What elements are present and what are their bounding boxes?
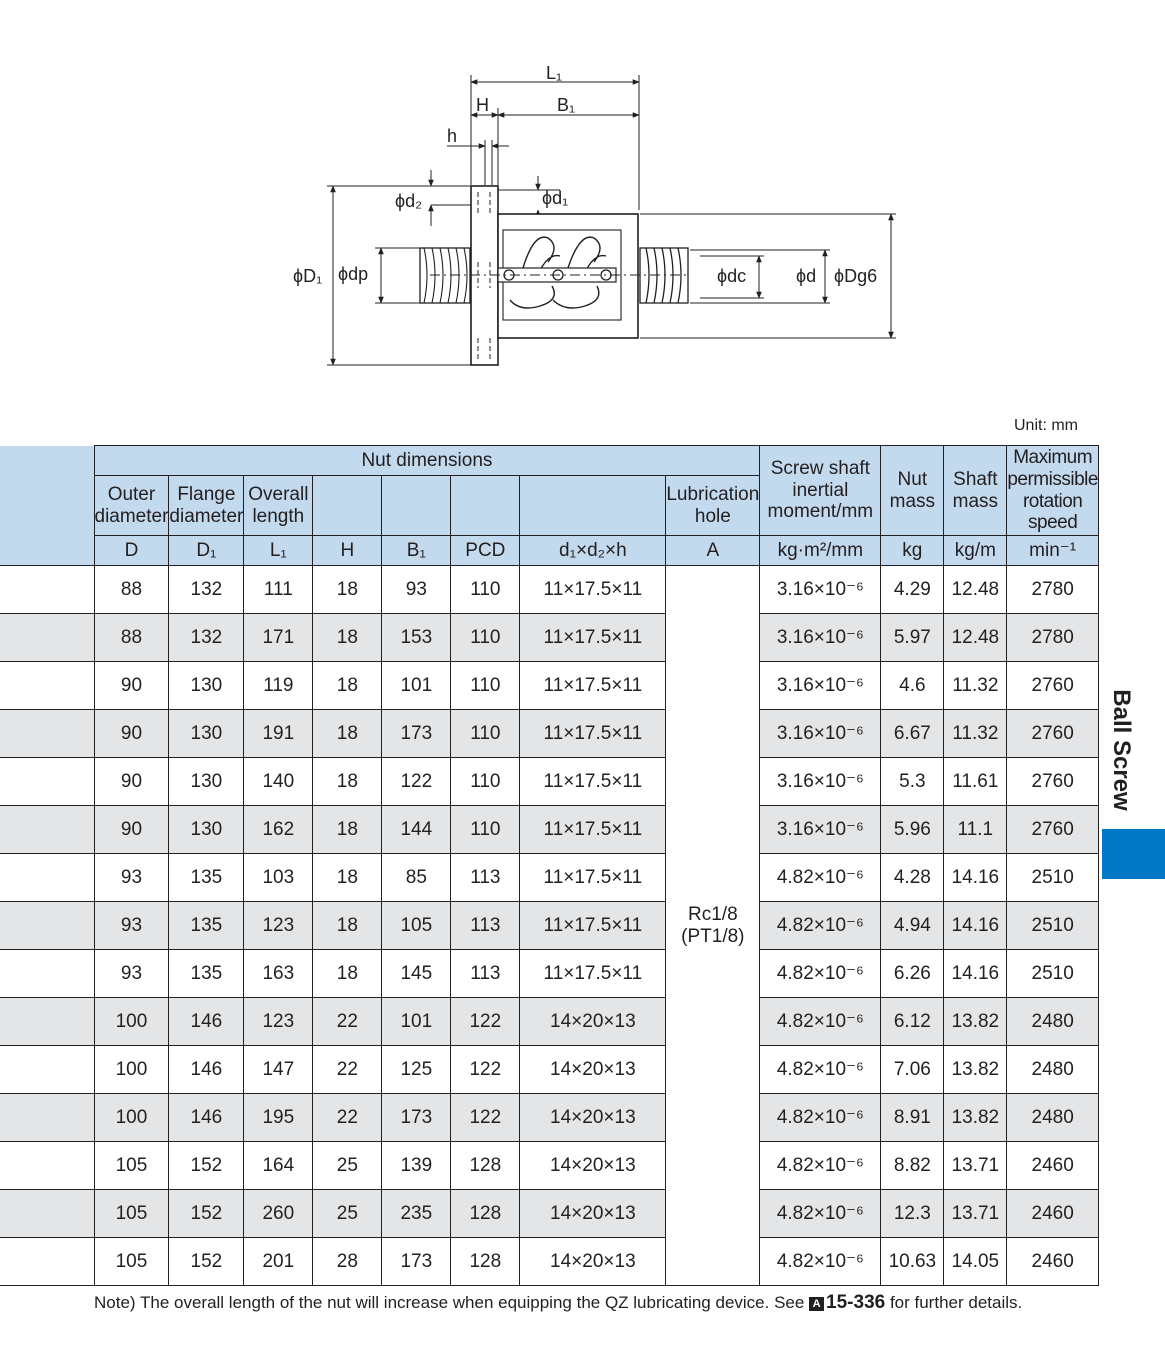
table-row — [0, 806, 1098, 854]
cell-hole-dims: 14×20×13 — [520, 998, 666, 1046]
cell-hole-dims: 14×20×13 — [520, 1190, 666, 1238]
row-blank-cell — [0, 998, 94, 1046]
cell-hole-dims: 14×20×13 — [520, 1046, 666, 1094]
cell-overall-length: 147 — [244, 1046, 313, 1094]
cell-pcd: 122 — [451, 1094, 520, 1142]
cell-max-speed: 2480 — [1007, 1094, 1099, 1142]
cell-overall-length: 171 — [244, 614, 313, 662]
cell-inertia: 4.82×10⁻⁶ — [760, 1238, 881, 1286]
cell-outer-diameter: 93 — [94, 902, 169, 950]
symbol-H: H — [313, 536, 382, 566]
cell-inertia: 4.82×10⁻⁶ — [760, 950, 881, 998]
table-row — [0, 758, 1098, 806]
cell-lubrication-hole: Rc1/8 (PT1/8) — [666, 566, 760, 1286]
label-d: ϕd — [796, 266, 817, 286]
cell-flange-diameter: 152 — [169, 1190, 244, 1238]
cell-nut-mass: 7.06 — [881, 1046, 944, 1094]
row-blank-cell — [0, 1190, 94, 1238]
cell-hole-dims: 11×17.5×11 — [520, 758, 666, 806]
cell-flange-diameter: 152 — [169, 1142, 244, 1190]
row-blank-cell — [0, 1094, 94, 1142]
cell-shaft-mass: 14.16 — [944, 950, 1007, 998]
table-row — [0, 950, 1098, 998]
cell-overall-length: 201 — [244, 1238, 313, 1286]
cell-h: 18 — [313, 950, 382, 998]
cell-flange-diameter: 132 — [169, 566, 244, 614]
symbol-kg-per-m: kg/m — [944, 536, 1007, 566]
cell-max-speed: 2460 — [1007, 1238, 1099, 1286]
table-row — [0, 1046, 1098, 1094]
table-row — [0, 1190, 1098, 1238]
cell-overall-length: 195 — [244, 1094, 313, 1142]
footnote — [94, 1292, 1022, 1314]
cell-b1: 145 — [382, 950, 451, 998]
cell-inertia: 4.82×10⁻⁶ — [760, 1190, 881, 1238]
cell-b1: 101 — [382, 662, 451, 710]
cell-pcd: 110 — [451, 662, 520, 710]
row-blank-cell — [0, 566, 94, 614]
cell-nut-mass: 5.96 — [881, 806, 944, 854]
symbol-L1: L₁ — [244, 536, 313, 566]
header-pcd-empty — [451, 476, 520, 536]
cell-pcd: 113 — [451, 902, 520, 950]
cell-outer-diameter: 90 — [94, 806, 169, 854]
header-inertia: Screw shaft inertial moment/mm — [760, 446, 881, 536]
header-shaft-mass: Shaft mass — [944, 446, 1007, 536]
cell-inertia: 3.16×10⁻⁶ — [760, 806, 881, 854]
label-dp: ϕdp — [338, 264, 369, 284]
cell-flange-diameter: 146 — [169, 1094, 244, 1142]
cell-b1: 144 — [382, 806, 451, 854]
cell-hole-dims: 14×20×13 — [520, 1238, 666, 1286]
cell-outer-diameter: 88 — [94, 614, 169, 662]
symbol-D: D — [94, 536, 169, 566]
label-dc: ϕdc — [717, 266, 747, 286]
cell-flange-diameter: 130 — [169, 758, 244, 806]
cell-pcd: 122 — [451, 1046, 520, 1094]
row-blank-cell — [0, 806, 94, 854]
cell-hole-dims: 11×17.5×11 — [520, 854, 666, 902]
header-max-speed: Maximum permissible rotation speed — [1007, 446, 1099, 536]
cell-outer-diameter: 105 — [94, 1142, 169, 1190]
cell-shaft-mass: 13.82 — [944, 1046, 1007, 1094]
cell-max-speed: 2460 — [1007, 1142, 1099, 1190]
cell-shaft-mass: 13.71 — [944, 1190, 1007, 1238]
cell-shaft-mass: 14.05 — [944, 1238, 1007, 1286]
cell-nut-mass: 4.94 — [881, 902, 944, 950]
cell-hole-dims: 11×17.5×11 — [520, 566, 666, 614]
cell-pcd: 113 — [451, 950, 520, 998]
cell-b1: 235 — [382, 1190, 451, 1238]
cell-max-speed: 2760 — [1007, 806, 1099, 854]
label-d1: ϕd₁ — [542, 188, 569, 208]
cell-overall-length: 123 — [244, 998, 313, 1046]
cell-h: 22 — [313, 1046, 382, 1094]
ball-screw-nut-drawing — [0, 0, 1165, 400]
section-tab-marker — [1102, 829, 1165, 879]
cell-overall-length: 123 — [244, 902, 313, 950]
cell-shaft-mass: 11.32 — [944, 662, 1007, 710]
cell-max-speed: 2760 — [1007, 710, 1099, 758]
cell-overall-length: 163 — [244, 950, 313, 998]
cell-b1: 125 — [382, 1046, 451, 1094]
cell-nut-mass: 10.63 — [881, 1238, 944, 1286]
cell-pcd: 110 — [451, 710, 520, 758]
cell-max-speed: 2760 — [1007, 758, 1099, 806]
cell-b1: 101 — [382, 998, 451, 1046]
cell-b1: 173 — [382, 710, 451, 758]
header-flange-diameter: Flange diameter — [169, 476, 244, 536]
cell-inertia: 4.82×10⁻⁶ — [760, 1142, 881, 1190]
cell-inertia: 3.16×10⁻⁶ — [760, 614, 881, 662]
footnote-text: Note) The overall length of the nut will increase when equipping the QZ lubricating device. See — [94, 1293, 810, 1312]
cell-max-speed: 2510 — [1007, 854, 1099, 902]
header-lubrication-hole: Lubrication hole — [666, 476, 760, 536]
cell-flange-diameter: 135 — [169, 854, 244, 902]
cell-h: 18 — [313, 614, 382, 662]
cell-shaft-mass: 11.61 — [944, 758, 1007, 806]
label-b1: B₁ — [557, 95, 576, 115]
header-overall-length: Overall length — [244, 476, 313, 536]
symbol-PCD: PCD — [451, 536, 520, 566]
cell-inertia: 4.82×10⁻⁶ — [760, 998, 881, 1046]
cell-nut-mass: 4.6 — [881, 662, 944, 710]
header-b1-empty — [382, 476, 451, 536]
cell-hole-dims: 11×17.5×11 — [520, 806, 666, 854]
row-blank-cell — [0, 950, 94, 998]
unit-label: Unit: mm — [1014, 417, 1078, 434]
cell-outer-diameter: 100 — [94, 998, 169, 1046]
cell-outer-diameter: 93 — [94, 950, 169, 998]
cell-b1: 173 — [382, 1238, 451, 1286]
cell-inertia: 4.82×10⁻⁶ — [760, 902, 881, 950]
cell-pcd: 128 — [451, 1238, 520, 1286]
table-row — [0, 662, 1098, 710]
row-blank-cell — [0, 1238, 94, 1286]
symbol-B1: B₁ — [382, 536, 451, 566]
cell-overall-length: 103 — [244, 854, 313, 902]
cell-h: 22 — [313, 998, 382, 1046]
cell-overall-length: 162 — [244, 806, 313, 854]
row-blank-cell — [0, 662, 94, 710]
cell-h: 18 — [313, 566, 382, 614]
cell-pcd: 110 — [451, 614, 520, 662]
cell-hole-dims: 14×20×13 — [520, 1094, 666, 1142]
cell-max-speed: 2480 — [1007, 998, 1099, 1046]
cell-shaft-mass: 13.82 — [944, 998, 1007, 1046]
cell-outer-diameter: 100 — [94, 1094, 169, 1142]
cell-b1: 139 — [382, 1142, 451, 1190]
cell-overall-length: 191 — [244, 710, 313, 758]
cell-outer-diameter: 93 — [94, 854, 169, 902]
cell-shaft-mass: 11.32 — [944, 710, 1007, 758]
cell-nut-mass: 6.12 — [881, 998, 944, 1046]
cell-b1: 85 — [382, 854, 451, 902]
cell-flange-diameter: 146 — [169, 1046, 244, 1094]
cell-pcd: 113 — [451, 854, 520, 902]
cell-flange-diameter: 146 — [169, 998, 244, 1046]
cell-shaft-mass: 12.48 — [944, 566, 1007, 614]
cell-inertia: 3.16×10⁻⁶ — [760, 758, 881, 806]
cell-h: 18 — [313, 710, 382, 758]
cell-overall-length: 260 — [244, 1190, 313, 1238]
header-nut-mass: Nut mass — [881, 446, 944, 536]
cell-h: 25 — [313, 1142, 382, 1190]
cell-pcd: 110 — [451, 566, 520, 614]
cell-outer-diameter: 100 — [94, 1046, 169, 1094]
cell-b1: 173 — [382, 1094, 451, 1142]
cell-h: 18 — [313, 662, 382, 710]
symbol-A: A — [666, 536, 760, 566]
cell-hole-dims: 11×17.5×11 — [520, 950, 666, 998]
cell-nut-mass: 5.97 — [881, 614, 944, 662]
cell-h: 22 — [313, 1094, 382, 1142]
label-Dg6: ϕDg6 — [834, 266, 878, 286]
header-nut-dimensions: Nut dimensions — [94, 446, 760, 476]
table-row — [0, 614, 1098, 662]
cell-outer-diameter: 90 — [94, 662, 169, 710]
cell-flange-diameter: 130 — [169, 806, 244, 854]
label-l1: L₁ — [546, 63, 563, 83]
section-side-label: Ball Screw — [1108, 689, 1135, 811]
cell-inertia: 4.82×10⁻⁶ — [760, 1094, 881, 1142]
row-blank-cell — [0, 614, 94, 662]
cell-h: 18 — [313, 758, 382, 806]
row-blank-cell — [0, 758, 94, 806]
cell-h: 18 — [313, 854, 382, 902]
cell-outer-diameter: 90 — [94, 758, 169, 806]
cell-max-speed: 2460 — [1007, 1190, 1099, 1238]
table-row — [0, 854, 1098, 902]
cell-h: 25 — [313, 1190, 382, 1238]
row-blank-cell — [0, 902, 94, 950]
table-row — [0, 1142, 1098, 1190]
table-row — [0, 1238, 1098, 1286]
cell-overall-length: 119 — [244, 662, 313, 710]
cell-pcd: 122 — [451, 998, 520, 1046]
label-h-upper: H — [476, 95, 489, 115]
cell-outer-diameter: 105 — [94, 1190, 169, 1238]
cell-max-speed: 2510 — [1007, 902, 1099, 950]
cell-flange-diameter: 152 — [169, 1238, 244, 1286]
cell-b1: 105 — [382, 902, 451, 950]
cell-overall-length: 111 — [244, 566, 313, 614]
cell-nut-mass: 4.28 — [881, 854, 944, 902]
cell-b1: 93 — [382, 566, 451, 614]
cell-nut-mass: 5.3 — [881, 758, 944, 806]
cell-max-speed: 2780 — [1007, 614, 1099, 662]
cell-shaft-mass: 12.48 — [944, 614, 1007, 662]
header-blank — [0, 446, 94, 566]
cell-nut-mass: 6.26 — [881, 950, 944, 998]
cell-hole-dims: 11×17.5×11 — [520, 614, 666, 662]
cell-b1: 122 — [382, 758, 451, 806]
cell-shaft-mass: 13.71 — [944, 1142, 1007, 1190]
table-row — [0, 902, 1098, 950]
cell-max-speed: 2510 — [1007, 950, 1099, 998]
page-ref-link[interactable]: 15-336 — [826, 1292, 886, 1313]
symbol-min-inv: min⁻¹ — [1007, 536, 1099, 566]
symbol-D1: D₁ — [169, 536, 244, 566]
cell-flange-diameter: 132 — [169, 614, 244, 662]
label-D1: ϕD₁ — [293, 266, 323, 286]
cell-max-speed: 2780 — [1007, 566, 1099, 614]
row-blank-cell — [0, 710, 94, 758]
cell-overall-length: 140 — [244, 758, 313, 806]
symbol-holes: d₁×d₂×h — [520, 536, 666, 566]
row-blank-cell — [0, 1046, 94, 1094]
cell-inertia: 4.82×10⁻⁶ — [760, 1046, 881, 1094]
footnote-tail: for further details. — [885, 1293, 1023, 1312]
cell-flange-diameter: 135 — [169, 950, 244, 998]
cell-inertia: 4.82×10⁻⁶ — [760, 854, 881, 902]
cell-max-speed: 2760 — [1007, 662, 1099, 710]
cell-pcd: 128 — [451, 1190, 520, 1238]
cell-nut-mass: 8.82 — [881, 1142, 944, 1190]
table-row — [0, 998, 1098, 1046]
cell-nut-mass: 6.67 — [881, 710, 944, 758]
nut-spec-table — [0, 445, 1099, 1286]
cell-overall-length: 164 — [244, 1142, 313, 1190]
cell-hole-dims: 14×20×13 — [520, 1142, 666, 1190]
cell-pcd: 128 — [451, 1142, 520, 1190]
cell-flange-diameter: 135 — [169, 902, 244, 950]
cell-hole-dims: 11×17.5×11 — [520, 662, 666, 710]
cell-nut-mass: 12.3 — [881, 1190, 944, 1238]
cell-nut-mass: 8.91 — [881, 1094, 944, 1142]
cell-shaft-mass: 11.1 — [944, 806, 1007, 854]
label-h-lower: h — [447, 126, 458, 146]
cell-shaft-mass: 14.16 — [944, 902, 1007, 950]
header-h-empty — [313, 476, 382, 536]
header-outer-diameter: Outer diameter — [94, 476, 169, 536]
cell-nut-mass: 4.29 — [881, 566, 944, 614]
cell-b1: 153 — [382, 614, 451, 662]
cell-h: 28 — [313, 1238, 382, 1286]
cell-pcd: 110 — [451, 758, 520, 806]
cell-max-speed: 2480 — [1007, 1046, 1099, 1094]
row-blank-cell — [0, 1142, 94, 1190]
cell-shaft-mass: 14.16 — [944, 854, 1007, 902]
cell-pcd: 110 — [451, 806, 520, 854]
cell-inertia: 3.16×10⁻⁶ — [760, 710, 881, 758]
cell-inertia: 3.16×10⁻⁶ — [760, 566, 881, 614]
row-blank-cell — [0, 854, 94, 902]
table-row — [0, 1094, 1098, 1142]
table-row — [0, 710, 1098, 758]
cell-hole-dims: 11×17.5×11 — [520, 710, 666, 758]
cell-h: 18 — [313, 806, 382, 854]
table-row — [0, 566, 1098, 614]
cell-outer-diameter: 105 — [94, 1238, 169, 1286]
cell-flange-diameter: 130 — [169, 710, 244, 758]
symbol-inertia-unit: kg·m²/mm — [760, 536, 881, 566]
cell-flange-diameter: 130 — [169, 662, 244, 710]
cell-shaft-mass: 13.82 — [944, 1094, 1007, 1142]
cell-outer-diameter: 88 — [94, 566, 169, 614]
header-holes-empty — [520, 476, 666, 536]
symbol-kg: kg — [881, 536, 944, 566]
label-d2: ϕd₂ — [395, 191, 423, 211]
cell-hole-dims: 11×17.5×11 — [520, 902, 666, 950]
page-ref-icon: A — [809, 1297, 824, 1311]
cell-outer-diameter: 90 — [94, 710, 169, 758]
cell-h: 18 — [313, 902, 382, 950]
cell-inertia: 3.16×10⁻⁶ — [760, 662, 881, 710]
